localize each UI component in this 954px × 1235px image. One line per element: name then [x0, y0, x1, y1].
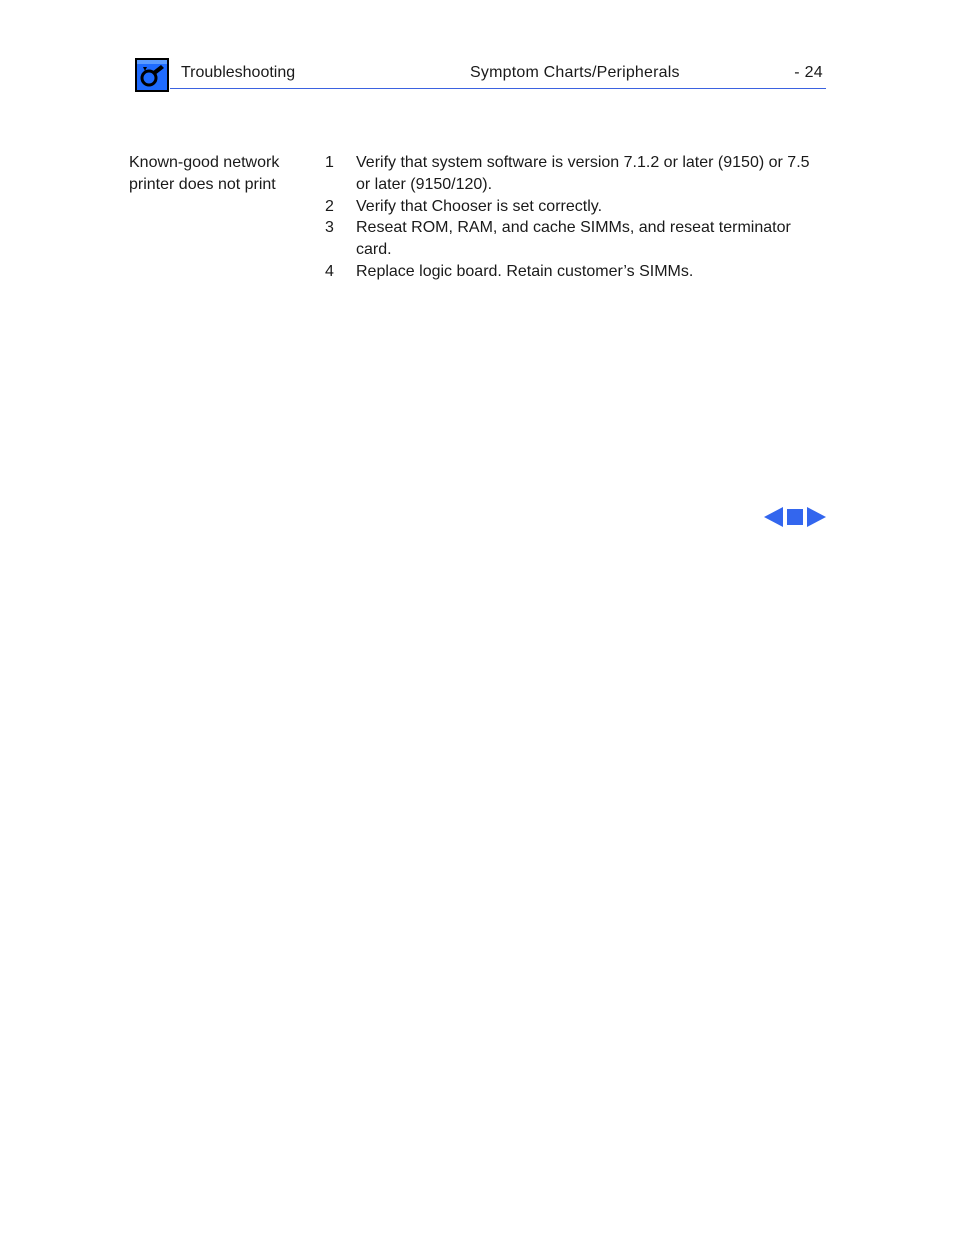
step-text: Verify that Chooser is set correctly. — [356, 197, 603, 215]
step-number: 1 — [325, 154, 334, 171]
header-page-number: - 24 — [794, 64, 823, 81]
triangle-right-icon[interactable] — [806, 506, 826, 528]
symptom-label — [129, 152, 314, 196]
step-number: 2 — [325, 197, 334, 215]
triangle-left-icon[interactable] — [764, 506, 784, 528]
header-section-title: Troubleshooting — [181, 64, 296, 81]
symptom-line-2: printer does not print — [129, 176, 276, 193]
apple-service-wrench-logo-icon — [134, 57, 170, 93]
step-text: Replace logic board. Retain customer’s SIMMs. — [356, 262, 694, 280]
step-text: Reseat ROM, RAM, and cache SIMMs, and reseat terminator card. — [356, 219, 791, 258]
header-chapter-title: Symptom Charts/Peripherals — [470, 64, 680, 81]
solution-steps — [325, 152, 825, 282]
header-divider — [170, 88, 826, 89]
step-item — [325, 261, 825, 283]
step-text: Verify that system software is version 7.1.2 or later (9150) or 7.5 or later (9150/120). — [356, 154, 810, 193]
step-number: 3 — [325, 219, 334, 236]
symptom-line-1: Known-good network — [129, 154, 280, 171]
step-item — [325, 196, 825, 218]
step-item — [325, 217, 825, 261]
step-number: 4 — [325, 262, 334, 280]
step-item — [325, 152, 825, 196]
square-stop-icon[interactable] — [786, 506, 804, 528]
page-navigation — [764, 506, 826, 528]
page-header — [134, 56, 826, 90]
